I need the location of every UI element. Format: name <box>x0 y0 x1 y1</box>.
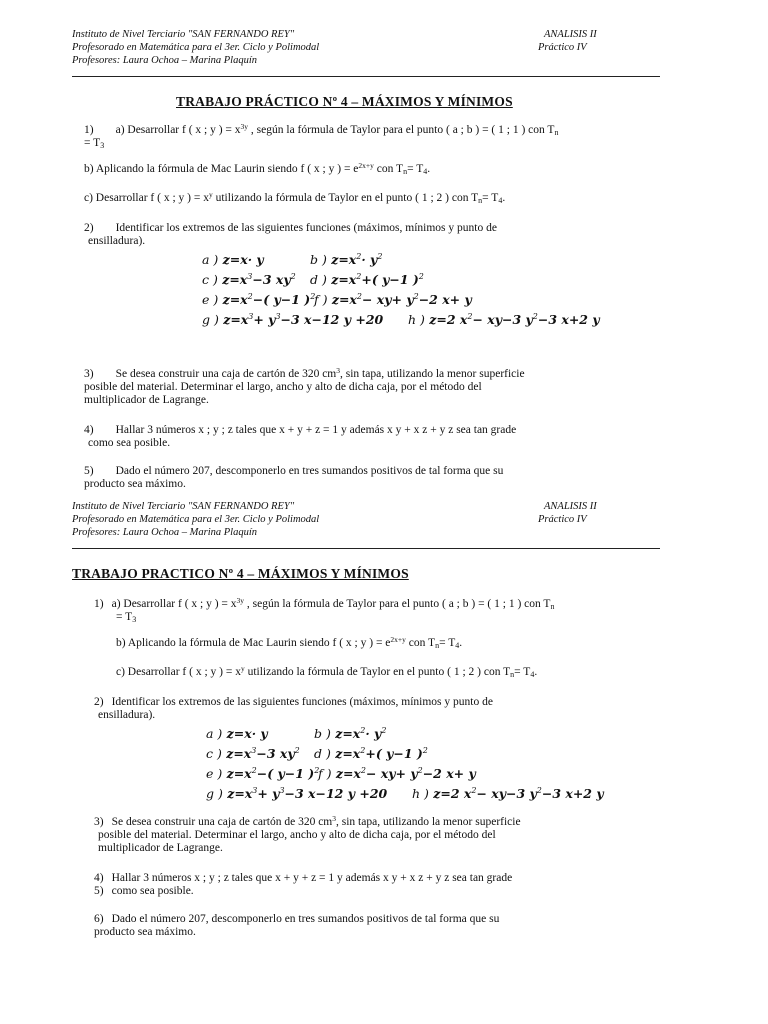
header-divider <box>72 548 660 549</box>
header-divider <box>72 76 660 77</box>
practice-label: Práctico IV <box>538 514 587 525</box>
exercise-1a: 1) a) Desarrollar f ( x ; y ) = $x^{3y}$ , según la fórmula de Taylor para el punto ( a ; b ) = ( 1 ; 1 ) con $T_n$ <box>94 596 555 611</box>
exercise-1b: b) Aplicando la fórmula de Mac Laurin siendo f ( x ; y ) = $e^{2x+y}$ con $T_n= T_4$. <box>84 161 431 176</box>
exercise-2: 2) Identificar los extremos de las siguientes funciones (máximos, mínimos y punto de <box>84 222 497 234</box>
function-row-ab: a ) z=x· y b ) $z=x^2\cdot y^2$ <box>202 252 383 267</box>
institute-name: Instituto de Nivel Terciario "SAN FERNANDO REY" <box>72 501 295 512</box>
function-row-gh: g ) $z=x^3+ y^3-3$ x−12 y +20 h ) z=2 $x^2- xy-3$ $y^2-3$ x+2 y <box>202 312 600 327</box>
exercise-1b: b) Aplicando la fórmula de Mac Laurin siendo f ( x ; y ) = $e^{2x+y}$ con $T_n= T_4$. <box>116 635 463 650</box>
teachers-line: Profesores: Laura Ochoa – Marina Plaquín <box>72 55 258 66</box>
function-row-ef: e ) $z=x^2-$( y−1 )$^2$f ) $z=x^2- xy+ y^2-2$ x+ y <box>202 292 472 307</box>
subject-name: ANALISIS II <box>544 29 597 40</box>
program-name: Profesorado en Matemática para el 3er. Ciclo y Polimodal <box>72 514 320 525</box>
document-header <box>0 494 768 538</box>
exercise-2: 2) Identificar los extremos de las siguientes funciones (máximos, mínimos y punto de <box>94 696 493 708</box>
teachers-line: Profesores: Laura Ochoa – Marina Plaquín <box>72 527 258 538</box>
function-row-cd: c ) $z=x^3-3$ $xy^2$ d ) $z=x^2+$( y−1 )$^2$ <box>202 272 424 287</box>
subject-name: ANALISIS II <box>544 501 597 512</box>
worksheet-copy-1: Instituto de Nivel Terciario "SAN FERNANDO REY" Profesorado en Matemática para el 3er. Ciclo y Polimodal Profesores: Laura Ochoa – Marina Plaquín ANALISIS II Práctico IV TRABAJO PRÁCTICO Nº 4 – MÁXIMOS Y MÍNIMOS 1) a) Desarrollar f ( x ; y ) = $x^{3y}$ , según la fórmula de Taylor para el punto ( a ; b ) = ( 1 ; 1 ) con $T_n$ = $T_3$ b) Aplicando la fórmula de Mac Laurin siendo f ( x ; y ) = $e^{2x+y}$ con $T_n= T_4$. c) Desarrollar f ( x ; y ) = $x^y$ utilizando la fórmula de Taylor en el punto ( 1 ; 2 ) con $T_n= T_4$. 2) Identificar los extremos de las siguientes funciones (máximos, mínimos y punto de ensilladura). a ) z=x· y b ) $z=x^2\cdot y^2$ c ) $z=x^3-3$ $xy^2$ d ) $z=x^2+$( y−1 )$^2$ e ) $z=x^2-$( y−1 )$^2$f ) $z=x^2- xy+ y^2-2$ x+ y g ) $z=x^3+ y^3-3$ x−12 y +20 h ) z=2 $x^2- xy-3$ $y^2-3$ x+2 y 3) Se desea construir una caja de cartón de 320 $cm^3$, sin tapa, utilizando la menor superficie posible del material. Determinar el largo, ancho y alto de dicha caja, por el método del multiplicador de Lagrange. 4) Hallar 3 números x ; y ; z tales que x + y + z = 1 y además x y + x z + y z sea tan grade como sea posible. 5) Dado el número 207, descomponerlo en tres sumandos positivos de tal forma que su producto sea máximo. <box>0 22 768 62</box>
exercise-1c: c) Desarrollar f ( x ; y ) = $x^y$ utilizando la fórmula de Taylor en el punto ( 1 ; 2 ) con $T_n= T_4$. <box>116 664 538 679</box>
functions-block <box>202 250 600 330</box>
page-title: TRABAJO PRACTICO Nº 4 – MÁXIMOS Y MÍNIMOS <box>72 566 409 581</box>
exercise-3: 3) Se desea construir una caja de cartón de 320 $cm^3$, sin tapa, utilizando la menor superficie <box>94 814 521 828</box>
program-name: Profesorado en Matemática para el 3er. Ciclo y Polimodal <box>72 42 320 53</box>
exercise-1a: 1) a) Desarrollar f ( x ; y ) = $x^{3y}$ , según la fórmula de Taylor para el punto ( a ; b ) = ( 1 ; 1 ) con $T_n$ <box>84 122 559 137</box>
practice-label: Práctico IV <box>538 42 587 53</box>
institute-name: Instituto de Nivel Terciario "SAN FERNANDO REY" <box>72 29 295 40</box>
page-title: TRABAJO PRÁCTICO Nº 4 – MÁXIMOS Y MÍNIMOS <box>176 94 513 109</box>
exercise-4: 4) Hallar 3 números x ; y ; z tales que x + y + z = 1 y además x y + x z + y z sea tan grade <box>94 872 513 884</box>
exercise-2-cont: ensilladura). <box>88 235 146 247</box>
worksheet-copy-2: Instituto de Nivel Terciario "SAN FERNANDO REY" Profesorado en Matemática para el 3er. Ciclo y Polimodal Profesores: Laura Ochoa – Marina Plaquín ANALISIS II Práctico IV TRABAJO PRACTICO Nº 4 – MÁXIMOS Y MÍNIMOS 1) a) Desarrollar f ( x ; y ) = $x^{3y}$ , según la fórmula de Taylor para el punto ( a ; b ) = ( 1 ; 1 ) con $T_n$ = $T_3$ b) Aplicando la fórmula de Mac Laurin siendo f ( x ; y ) = $e^{2x+y}$ con $T_n= T_4$. c) Desarrollar f ( x ; y ) = $x^y$ utilizando la fórmula de Taylor en el punto ( 1 ; 2 ) con $T_n= T_4$. 2) Identificar los extremos de las siguientes funciones (máximos, mínimos y punto de ensilladura). a ) z=x· y b ) $z=x^2\cdot y^2$ c ) $z=x^3-3$ $xy^2$ d ) $z=x^2+$( y−1 )$^2$ e ) $z=x^2-$( y−1 )$^2$f ) $z=x^2- xy+ y^2-2$ x+ y g ) $z=x^3+ y^3-3$ x−12 y +20 h ) z=2 $x^2- xy-3$ $y^2-3$ x+2 y 3) Se desea construir una caja de cartón de 320 $cm^3$, sin tapa, utilizando la menor superficie posible del material. Determinar el largo, ancho y alto de dicha caja, por el método del multiplicador de Lagrange. 4) Hallar 3 números x ; y ; z tales que x + y + z = 1 y además x y + x z + y z sea tan grade 5) como sea posible. 6) Dado el número 207, descomponerlo en tres sumandos positivos de tal forma que su producto sea máximo. <box>0 494 768 534</box>
functions-block: a ) z=x· y b ) $z=x^2\cdot y^2$ c ) $z=x^3-3$ $xy^2$ d ) $z=x^2+$( y−1 )$^2$ e ) $z=x^2-$( y−1 )$^2$f ) $z=x^2- xy+ y^2-2$ x+ y g ) $z=x^3+ y^3-3$ x−12 y +20 h ) z=2 $x^2- xy-3$ $y^2-3$ x+2 y <box>206 726 604 801</box>
exercise-1c: c) Desarrollar f ( x ; y ) = $x^y$ utilizando la fórmula de Taylor en el punto ( 1 ; 2 ) con $T_n= T_4$. <box>84 190 506 205</box>
exercise-1a-cont: = $T_3$ <box>84 137 105 150</box>
document-header <box>0 22 768 66</box>
exercise-5: 5) Dado el número 207, descomponerlo en tres sumandos positivos de tal forma que su <box>84 465 504 477</box>
exercise-3: 3) Se desea construir una caja de cartón de 320 $cm^3$, sin tapa, utilizando la menor superficie <box>84 366 525 380</box>
exercise-4: 4) Hallar 3 números x ; y ; z tales que x + y + z = 1 y además x y + x z + y z sea tan grade <box>84 424 517 436</box>
exercise-6: 6) Dado el número 207, descomponerlo en tres sumandos positivos de tal forma que su <box>94 913 500 925</box>
